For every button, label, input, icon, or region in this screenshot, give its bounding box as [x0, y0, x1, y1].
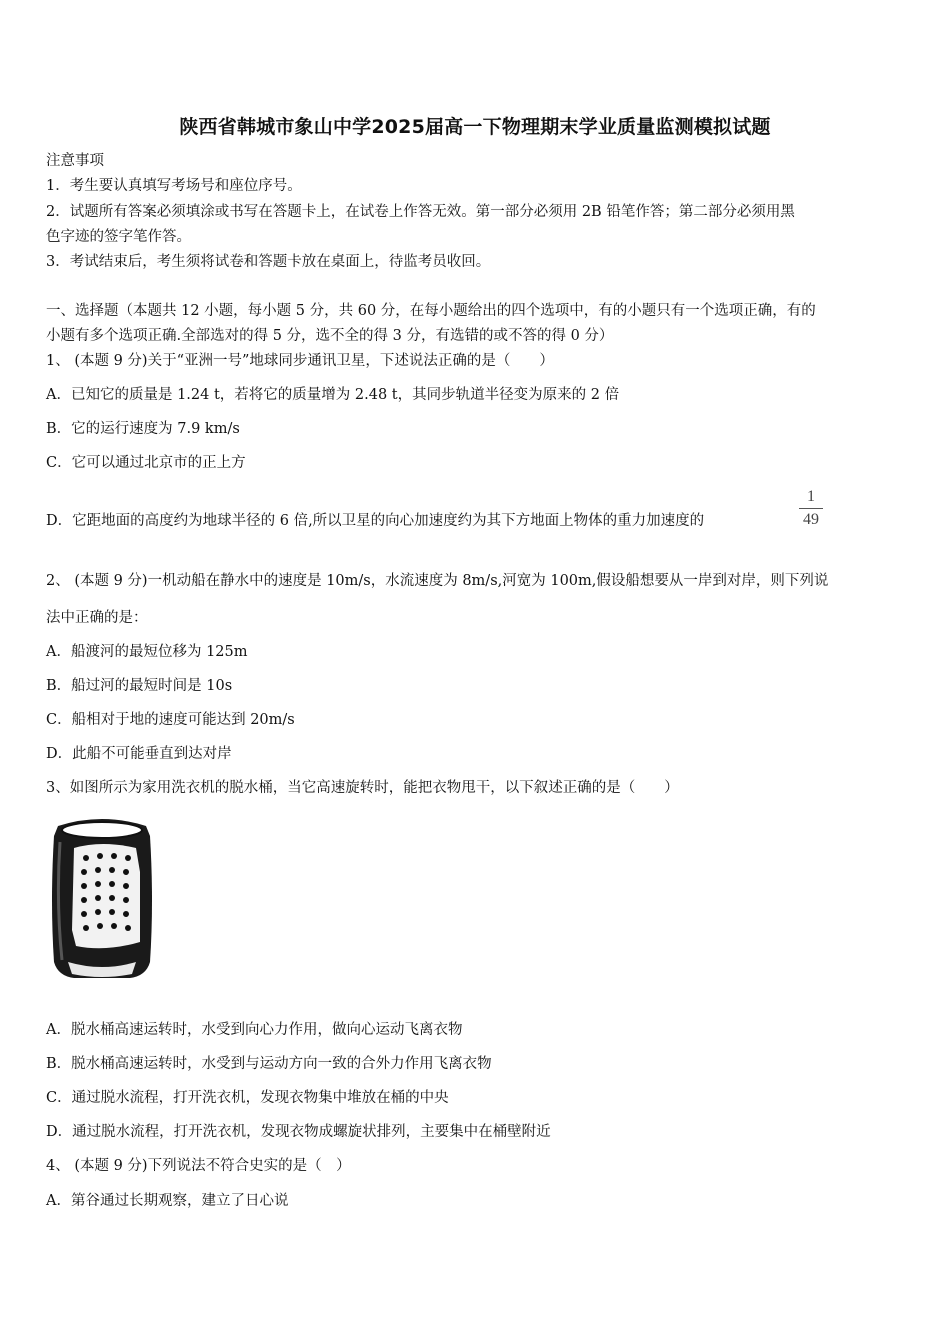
page-title: 陕西省韩城市象山中学2025届高一下物理期末学业质量监测模拟试题: [179, 116, 771, 138]
question-2-option-c: C．船相对于地的速度可能达到 20m/s: [46, 712, 295, 728]
question-3-option-c: C．通过脱水流程，打开洗衣机，发现衣物集中堆放在桶的中央: [46, 1090, 449, 1106]
question-3-option-a: A．脱水桶高速运转时，水受到向心力作用，做向心运动飞离衣物: [46, 1022, 463, 1038]
question-4-stem: 4、 (本题 9 分)下列说法不符合史实的是（ ）: [46, 1158, 351, 1174]
fraction-numerator: 1: [807, 488, 815, 505]
question-3-stem: 3、如图所示为家用洗衣机的脱水桶，当它高速旋转时，能把衣物甩干，以下叙述正确的是（ ）: [46, 780, 679, 796]
fraction-one-over-49: [798, 488, 824, 529]
question-1-option-c: C．它可以通过北京市的正上方: [46, 455, 246, 471]
notice-item: 3．考试结束后，考生须将试卷和答题卡放在桌面上，待监考员收回。: [46, 254, 491, 270]
fraction-bar: [799, 508, 823, 509]
notice-item: 色字迹的签字笔作答。: [46, 229, 191, 245]
spin-dryer-drum-figure: [46, 812, 158, 984]
question-2-option-d: D．此船不可能垂直到达对岸: [46, 746, 232, 762]
question-3-option-b: B．脱水桶高速运转时，水受到与运动方向一致的合外力作用飞离衣物: [46, 1056, 492, 1072]
fraction-denominator: 49: [803, 511, 819, 528]
question-2-stem: 2、 (本题 9 分)一机动船在静水中的速度是 10m/s，水流速度为 8m/s,河宽为 100m,假设船想要从一岸到对岸，则下列说: [46, 573, 829, 589]
section-instructions: 一、选择题（本题共 12 小题，每小题 5 分，共 60 分，在每小题给出的四个选项中，有的小题只有一个选项正确，有的: [46, 303, 816, 319]
question-2-stem: 法中正确的是：: [46, 610, 148, 626]
question-1-option-b: B．它的运行速度为 7.9 km/s: [46, 421, 240, 437]
question-3-option-d: D．通过脱水流程，打开洗衣机，发现衣物成螺旋状排列，主要集中在桶壁附近: [46, 1124, 551, 1140]
question-1-option-a: A．已知它的质量是 1.24 t，若将它的质量增为 2.48 t，其同步轨道半径变为原来的 2 倍: [46, 387, 620, 403]
question-1-option-d: D．它距地面的高度约为地球半径的 6 倍,所以卫星的向心加速度约为其下方地面上物体的重力加速度的: [46, 513, 705, 529]
question-2-option-b: B．船过河的最短时间是 10s: [46, 678, 233, 694]
question-1-stem: 1、 (本题 9 分)关于“亚洲一号”地球同步通讯卫星，下述说法正确的是（ ）: [46, 353, 554, 369]
notice-item: 1．考生要认真填写考场号和座位序号。: [46, 178, 302, 194]
notice-heading: 注意事项: [46, 153, 104, 169]
section-instructions: 小题有多个选项正确.全部选对的得 5 分，选不全的得 3 分，有选错的或不答的得 0 分）: [46, 328, 614, 344]
question-4-option-a: A．第谷通过长期观察，建立了日心说: [46, 1193, 289, 1209]
notice-item: 2．试题所有答案必须填涂或书写在答题卡上，在试卷上作答无效。第一部分必须用 2B 铅笔作答；第二部分必须用黑: [46, 204, 795, 220]
question-2-option-a: A．船渡河的最短位移为 125m: [46, 644, 248, 660]
